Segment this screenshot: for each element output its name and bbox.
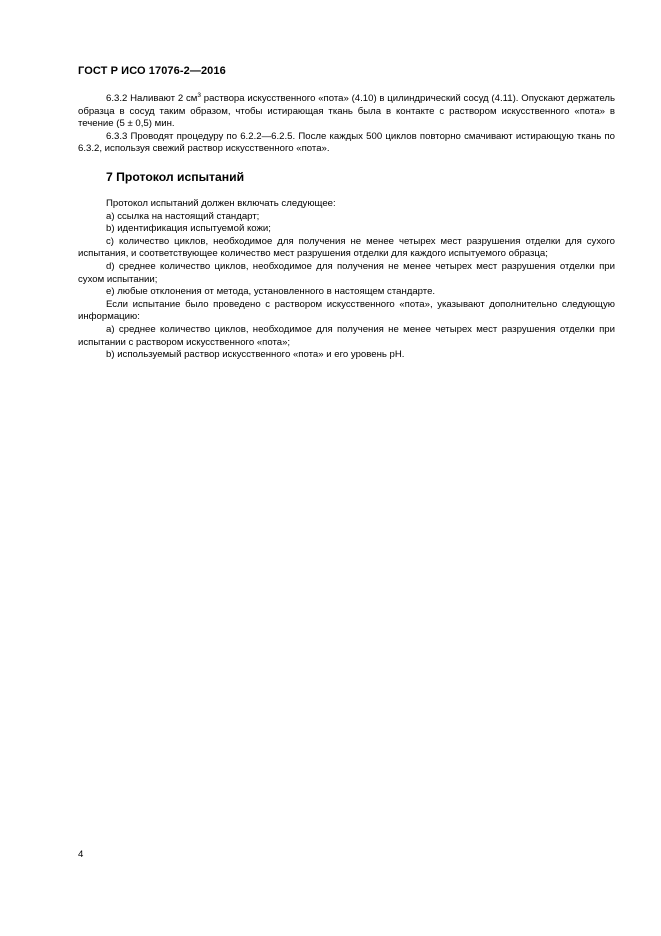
paragraph-6-3-2 [78,93,615,131]
document-code-header: ГОСТ Р ИСО 17076-2—2016 [78,65,226,77]
protocol-intro: Протокол испытаний должен включать следующее: [106,197,336,209]
paragraph-6-3-2-rest: раствора искусственного «пота» (4.10) в цилиндрический сосуд (4.11). Опускают держатель образца в сосуд таким образом, чтобы истирающая ткань была в контакте с раствором искусственного «пота» в течение (5 ± 0,5) мин. [78,93,615,130]
sweat-item-b: b) используемый раствор искусственного «пота» и его уровень pH. [106,349,405,361]
protocol-item-e: e) любые отклонения от метода, установленного в настоящем стандарте. [106,286,436,298]
protocol-item-a: a) ссылка на настоящий стандарт; [106,210,260,222]
page-content [78,93,615,362]
sweat-intro: Если испытание было проведено с раствором искусственного «пота», указывают дополнительно следующую информацию: [78,298,615,323]
protocol-item-d: d) среднее количество циклов, необходимое для получения не менее четырех мест разрушения отделки при сухом испытании; [78,260,615,285]
paragraph-6-3-2-start: 6.3.2 Наливают 2 см [106,93,198,104]
superscript-cubic: 3 [197,92,201,99]
section-7-heading: 7 Протокол испытаний [106,169,245,184]
paragraph-6-3-3: 6.3.3 Проводят процедуру по 6.2.2—6.2.5. После каждых 500 циклов повторно смачивают истирающую ткань по 6.3.2, используя свежий раствор искусственного «пота». [78,130,615,155]
protocol-item-b: b) идентификация испытуемой кожи; [106,223,271,235]
page-number: 4 [78,849,84,860]
protocol-item-c: c) количество циклов, необходимое для получения не менее четырех мест разрушения отделки для сухого испытания, и соответствующее количество мест разрушения отделки для каждого испытуемого образца; [78,235,615,260]
sweat-item-a: a) среднее количество циклов, необходимое для получения не менее четырех мест разрушения отделки при испытании с раствором искусственного «пота»; [78,323,615,348]
